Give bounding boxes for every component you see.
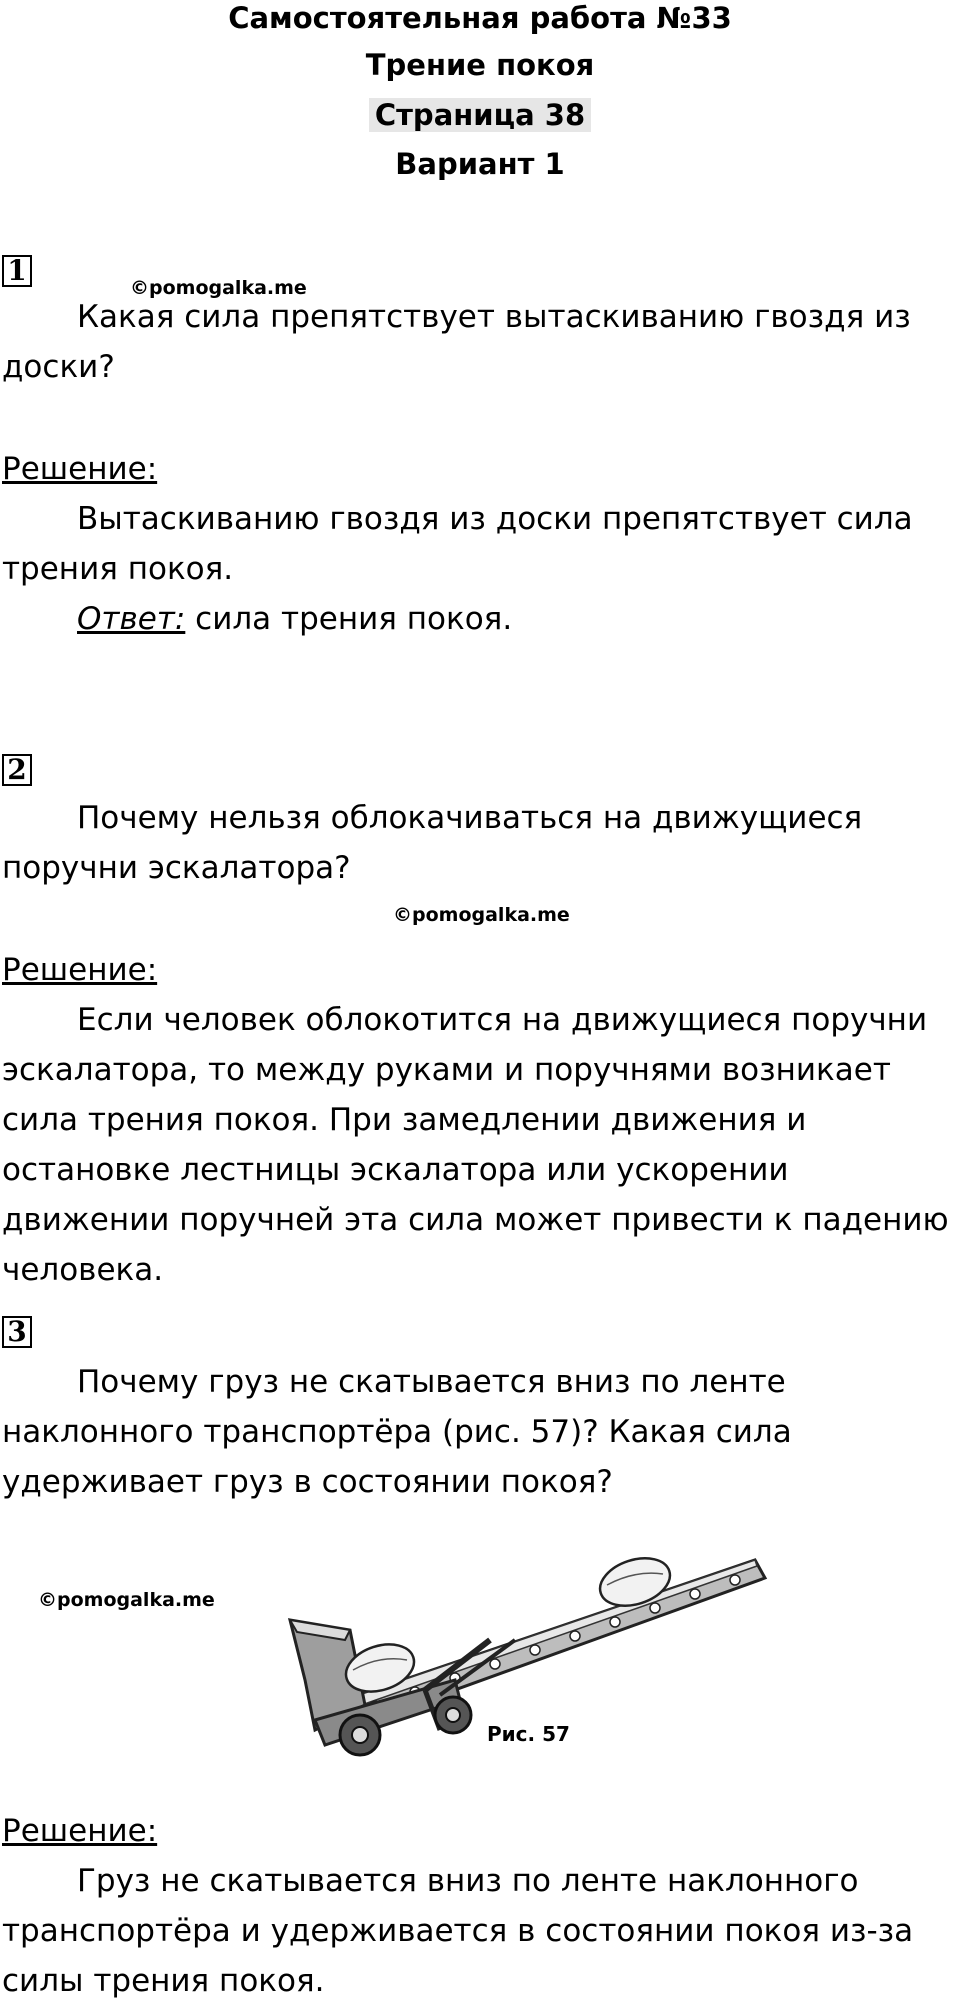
topic-title: Трение покоя (365, 48, 595, 82)
task-3-question-text: Почему груз не скатывается вниз по ленте наклонного транспортёра (рис. 57)? Какая сила удерживает груз в состоянии покоя? (2, 1364, 792, 1500)
task-1-question-text: Какая сила препятствует вытаскиванию гвоздя из доски? (2, 299, 911, 385)
task-2-solution-text: Если человек облокотится на движущиеся поручни эскалатора, то между руками и поручнями возникает сила трения покоя. При замедлении движения и остановке лестницы эскалатора или ускорении движении поручней эта сила может привести к падению человека. (2, 1002, 949, 1288)
task-1-solution-text: Вытаскиванию гвоздя из доски препятствует сила трения покоя. (2, 501, 913, 587)
page-number: Страница 38 (369, 98, 591, 132)
task-3-question (2, 1357, 952, 1507)
task-3-solution (2, 1856, 952, 2006)
task-3-number: 3 (2, 1316, 32, 1348)
wheel-back (435, 1697, 471, 1733)
watermark-1: ©pomogalka.me (130, 277, 307, 299)
task-1-answer (2, 594, 952, 644)
task-2-question (2, 793, 952, 893)
task-3-solution-text: Груз не скатывается вниз по ленте наклонного транспортёра и удерживается в состоянии покоя из-за силы трения покоя. (2, 1863, 914, 1999)
figure-caption: Рис. 57 (487, 1722, 570, 1746)
task-2-solution-label: Решение: (2, 952, 158, 988)
watermark-3: ©pomogalka.me (38, 1589, 215, 1611)
task-1-answer-text: сила трения покоя. (195, 601, 513, 637)
task-2-question-text: Почему нельзя облокачиваться на движущиеся поручни эскалатора? (2, 800, 863, 886)
wheel-front (340, 1715, 380, 1755)
task-2-number: 2 (2, 754, 32, 786)
task-1-answer-label: Ответ: (77, 601, 186, 637)
task-1-solution (2, 494, 952, 644)
task-2-solution (2, 995, 952, 1295)
task-3-solution-label: Решение: (2, 1813, 158, 1849)
task-1-question (2, 292, 952, 392)
worksheet-title: Самостоятельная работа №33 (228, 1, 732, 35)
watermark-2: ©pomogalka.me (393, 904, 570, 926)
variant-title: Вариант 1 (395, 147, 565, 181)
task-1-solution-label: Решение: (2, 451, 158, 487)
task-1-number: 1 (2, 255, 32, 287)
page-number-line (0, 97, 960, 133)
